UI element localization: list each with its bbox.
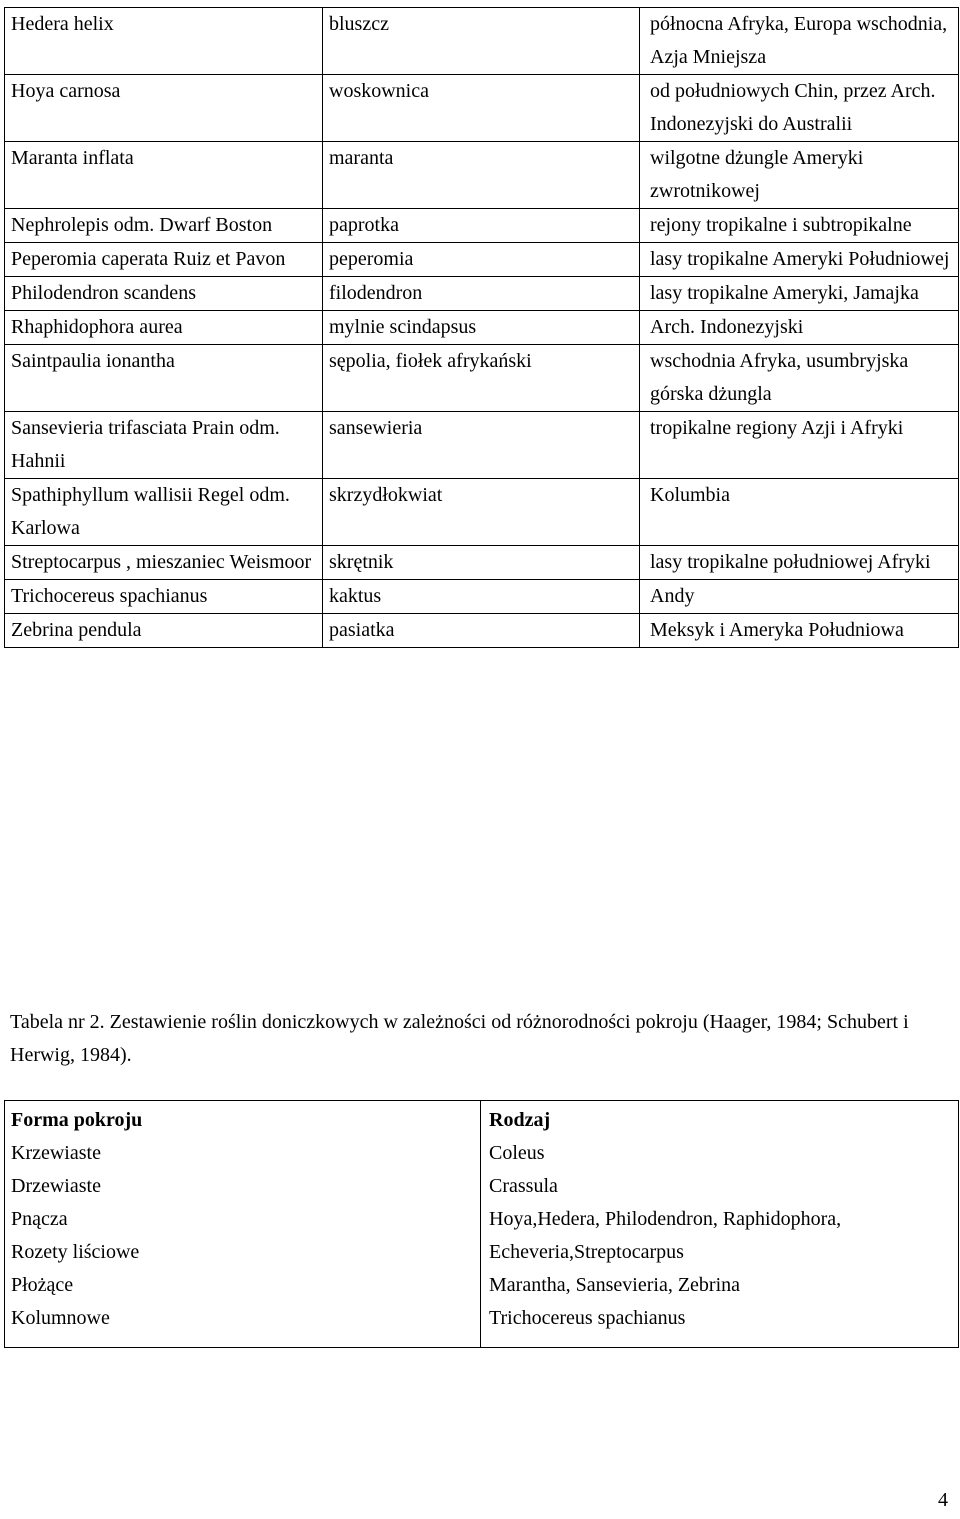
latin-name-cell: Sansevieria trifasciata Prain odm. Hahnii (5, 412, 323, 479)
region-cell: od południowych Chin, przez Arch. Indonezyjski do Australii (640, 75, 959, 142)
genus-cell: Echeveria,Streptocarpus (481, 1236, 959, 1269)
region-cell: Andy (640, 580, 959, 614)
growth-form-table (4, 1100, 959, 1348)
region-cell: lasy tropikalne Ameryki Południowej (640, 243, 959, 277)
page-number: 4 (938, 1489, 948, 1511)
genus-cell: Hoya,Hedera, Philodendron, Raphidophora, (481, 1203, 959, 1236)
latin-name-cell: Hoya carnosa (5, 75, 323, 142)
common-name-cell: peperomia (323, 243, 640, 277)
latin-name-cell: Trichocereus spachianus (5, 580, 323, 614)
table-row (5, 1302, 959, 1348)
table-row (5, 75, 959, 142)
form-cell: Drzewiaste (5, 1170, 481, 1203)
table-row (5, 412, 959, 479)
column-header-form: Forma pokroju (5, 1101, 481, 1138)
common-name-cell: paprotka (323, 209, 640, 243)
table-row (5, 1137, 959, 1170)
latin-name-cell: Hedera helix (5, 8, 323, 75)
region-cell: lasy tropikalne Ameryki, Jamajka (640, 277, 959, 311)
table-header-row (5, 1101, 959, 1138)
region-cell: rejony tropikalne i subtropikalne (640, 209, 959, 243)
latin-name-cell: Maranta inflata (5, 142, 323, 209)
table-row (5, 311, 959, 345)
common-name-cell: mylnie scindapsus (323, 311, 640, 345)
form-cell: Pnącza (5, 1203, 481, 1236)
common-name-cell: skrzydłokwiat (323, 479, 640, 546)
table-caption: Tabela nr 2. Zestawienie roślin doniczkowych w zależności od różnorodności pokroju (Haager, 1984; Schubert i Herwig, 1984). (10, 1011, 909, 1066)
latin-name-cell: Philodendron scandens (5, 277, 323, 311)
table-row (5, 142, 959, 209)
common-name-cell: maranta (323, 142, 640, 209)
genus-cell: Crassula (481, 1170, 959, 1203)
region-cell: Arch. Indonezyjski (640, 311, 959, 345)
genus-cell: Coleus (481, 1137, 959, 1170)
form-cell: Kolumnowe (5, 1302, 481, 1348)
table-row (5, 1203, 959, 1236)
form-cell: Płożące (5, 1269, 481, 1302)
common-name-cell: bluszcz (323, 8, 640, 75)
genus-cell: Marantha, Sansevieria, Zebrina (481, 1269, 959, 1302)
table-row (5, 243, 959, 277)
latin-name-cell: Saintpaulia ionantha (5, 345, 323, 412)
common-name-cell: kaktus (323, 580, 640, 614)
column-header-genus: Rodzaj (481, 1101, 959, 1138)
genus-cell: Trichocereus spachianus (481, 1302, 959, 1348)
common-name-cell: skrętnik (323, 546, 640, 580)
common-name-cell: pasiatka (323, 614, 640, 648)
latin-name-cell: Zebrina pendula (5, 614, 323, 648)
table-row (5, 1269, 959, 1302)
latin-name-cell: Rhaphidophora aurea (5, 311, 323, 345)
latin-name-cell: Streptocarpus , mieszaniec Weismoor (5, 546, 323, 580)
table-row (5, 1236, 959, 1269)
table-row (5, 8, 959, 75)
region-cell: wilgotne dżungle Ameryki zwrotnikowej (640, 142, 959, 209)
common-name-cell: sansewieria (323, 412, 640, 479)
latin-name-cell: Spathiphyllum wallisii Regel odm. Karlowa (5, 479, 323, 546)
common-name-cell: sępolia, fiołek afrykański (323, 345, 640, 412)
common-name-cell: filodendron (323, 277, 640, 311)
table-row (5, 479, 959, 546)
table-row (5, 580, 959, 614)
latin-name-cell: Nephrolepis odm. Dwarf Boston (5, 209, 323, 243)
region-cell: tropikalne regiony Azji i Afryki (640, 412, 959, 479)
region-cell: wschodnia Afryka, usumbryjska górska dżungla (640, 345, 959, 412)
region-cell: północna Afryka, Europa wschodnia, Azja Mniejsza (640, 8, 959, 75)
table-row (5, 614, 959, 648)
latin-name-cell: Peperomia caperata Ruiz et Pavon (5, 243, 323, 277)
form-cell: Krzewiaste (5, 1137, 481, 1170)
table-row (5, 1170, 959, 1203)
table-row (5, 277, 959, 311)
plants-origin-table (4, 7, 959, 648)
table-row (5, 546, 959, 580)
table-row (5, 209, 959, 243)
region-cell: Meksyk i Ameryka Południowa (640, 614, 959, 648)
form-cell: Rozety liściowe (5, 1236, 481, 1269)
region-cell: lasy tropikalne południowej Afryki (640, 546, 959, 580)
region-cell: Kolumbia (640, 479, 959, 546)
common-name-cell: woskownica (323, 75, 640, 142)
table-row (5, 345, 959, 412)
